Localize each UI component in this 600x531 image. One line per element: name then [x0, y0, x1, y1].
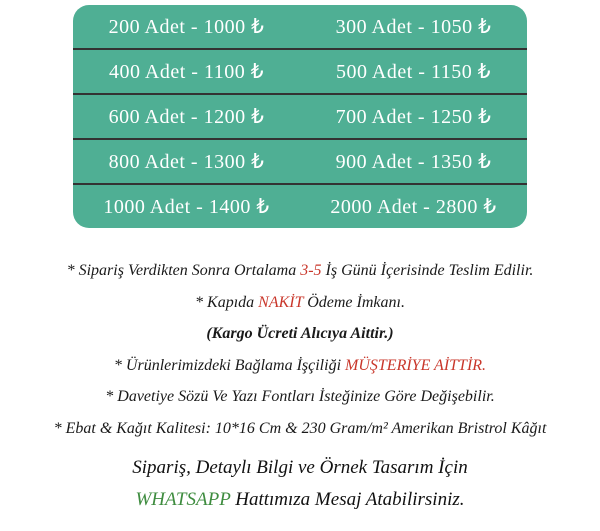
- note-shipping: [0, 318, 600, 350]
- note-delivery: [0, 255, 600, 287]
- price-table: [73, 5, 527, 228]
- price-cell: 500 Adet - 1150 ₺: [336, 61, 491, 83]
- note-text: * Kapıda: [195, 293, 259, 311]
- notes-section: [0, 255, 600, 445]
- note-assembly: [0, 350, 600, 382]
- note-payment: [0, 287, 600, 319]
- price-cell: 2000 Adet - 2800 ₺: [330, 196, 497, 218]
- price-row: [73, 183, 527, 228]
- price-cell: 800 Adet - 1300 ₺: [108, 151, 265, 173]
- note-highlight-red: 3-5: [300, 262, 322, 279]
- price-row: [73, 5, 527, 48]
- price-cell: 700 Adet - 1250 ₺: [335, 106, 492, 128]
- cta-section: [0, 452, 600, 516]
- note-highlight-red: MÜŞTERİYE AİTTİR.: [345, 356, 487, 374]
- cta-whatsapp: WHATSAPP: [135, 489, 231, 510]
- note-fonts: [0, 381, 600, 413]
- note-text: * Ebat & Kağıt Kalitesi: 10*16 Cm & 230 Gram/m² Amerikan Bristrol Kâğıt: [53, 419, 547, 437]
- price-cell: 600 Adet - 1200 ₺: [108, 106, 265, 128]
- price-cell: 1000 Adet - 1400 ₺: [103, 196, 270, 218]
- price-cell: 400 Adet - 1100 ₺: [109, 61, 264, 83]
- cta-line1: [0, 452, 600, 484]
- price-row: [73, 138, 527, 183]
- note-text: * Davetiye Sözü Ve Yazı Fontları İsteğinize Göre Değişebilir.: [105, 388, 495, 406]
- note-text: Ödeme İmkanı.: [303, 293, 405, 311]
- note-highlight-red: NAKİT: [258, 293, 304, 311]
- price-cell: 200 Adet - 1000 ₺: [108, 16, 265, 38]
- note-text: (Kargo Ücreti Alıcıya Aittir.): [206, 325, 394, 343]
- cta-line2: [0, 484, 600, 516]
- note-text: İş Günü İçerisinde Teslim Edilir.: [321, 262, 534, 279]
- note-text: * Ürünlerimizdeki Bağlama İşçiliği: [113, 356, 346, 374]
- note-text: * Sipariş Verdikten Sonra Ortalama: [66, 262, 301, 279]
- note-size: [0, 413, 600, 445]
- cta-text: Hattımıza Mesaj Atabilirsiniz.: [230, 489, 465, 510]
- price-row: [73, 48, 527, 93]
- price-cell: 300 Adet - 1050 ₺: [335, 16, 492, 38]
- cta-text: Sipariş, Detaylı Bilgi ve Örnek Tasarım İçin: [132, 457, 468, 478]
- price-cell: 900 Adet - 1350 ₺: [335, 151, 492, 173]
- price-row: [73, 93, 527, 138]
